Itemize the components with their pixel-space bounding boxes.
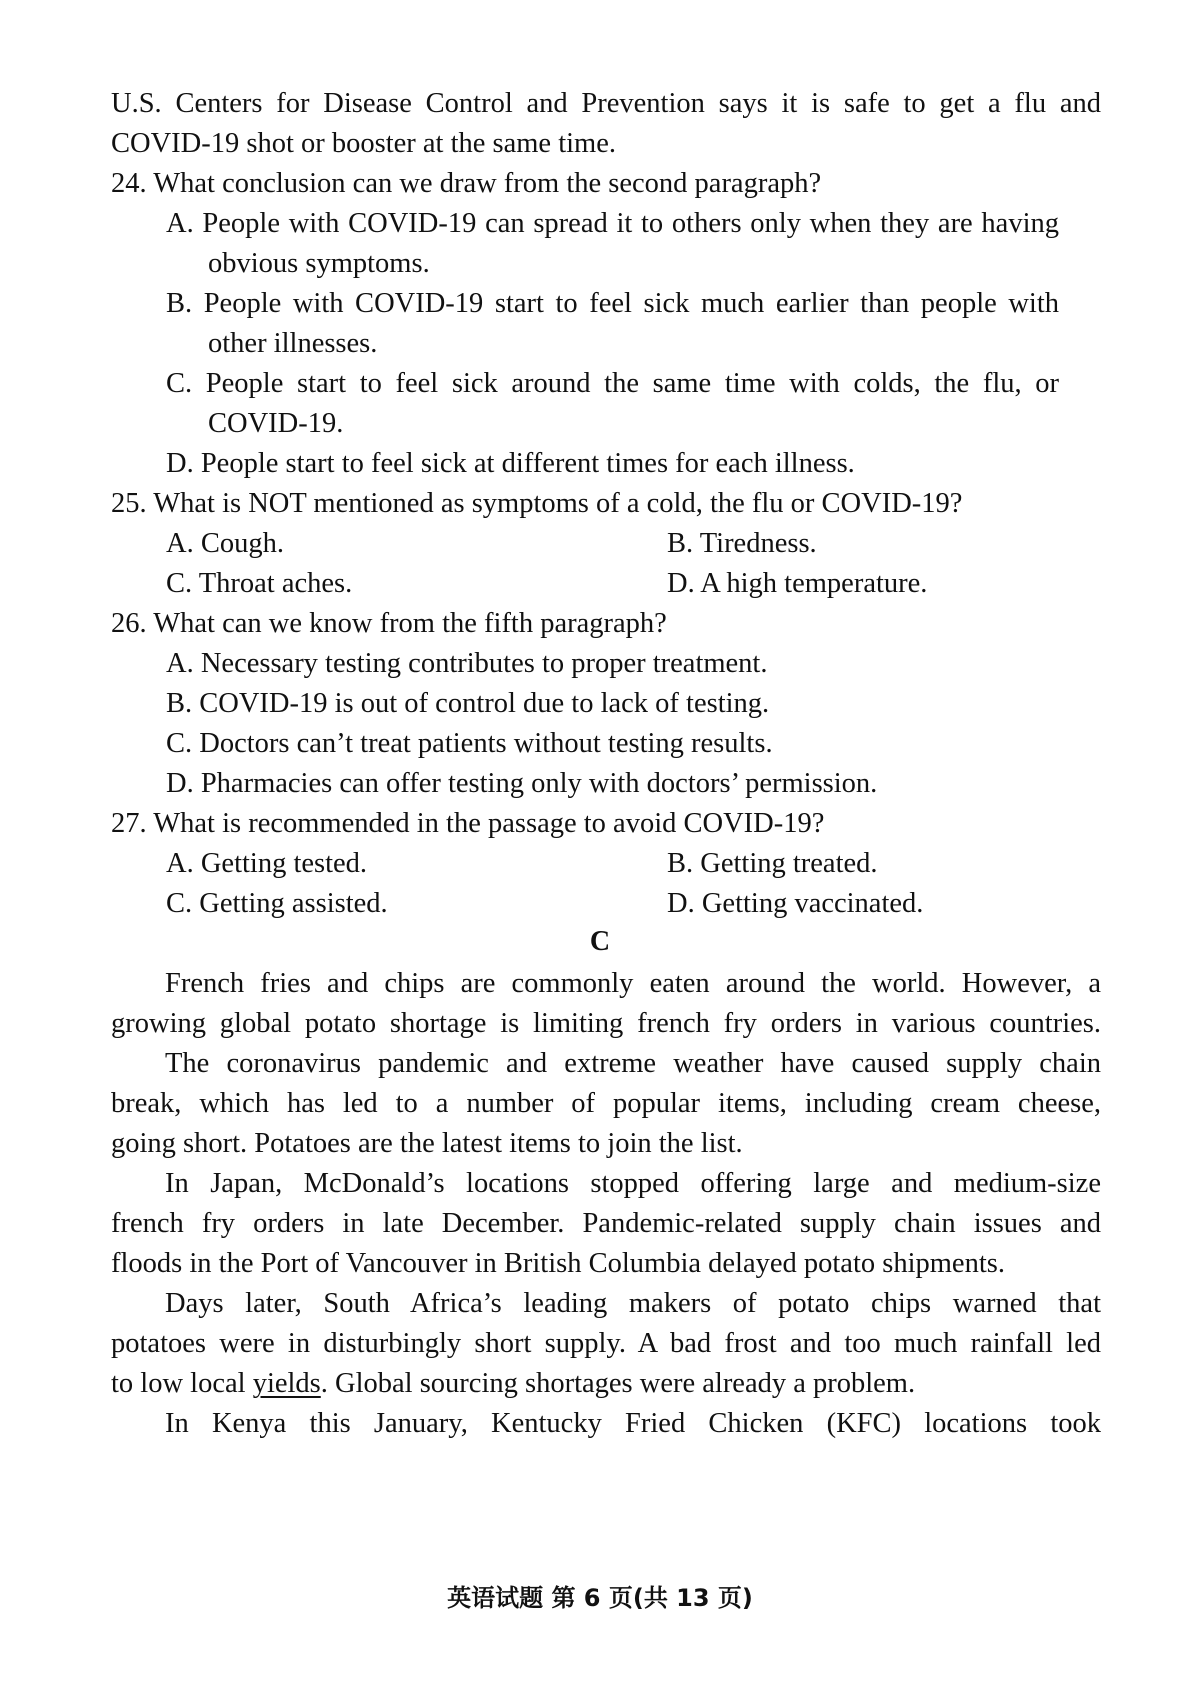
passage-line: The coronavirus pandemic and extreme weather have caused supply chain — [165, 1048, 1101, 1079]
q24-option-d: D. People start to feel sick at different times for each illness. — [166, 448, 855, 479]
question-26-stem: 26. What can we know from the fifth paragraph? — [111, 608, 667, 639]
q24-option-c-cont: COVID-19. — [208, 408, 344, 439]
passage-line: potatoes were in disturbingly short supply. A bad frost and too much rainfall led — [111, 1328, 1101, 1359]
passage-line: French fries and chips are commonly eaten around the world. However, a — [165, 968, 1101, 999]
passage-text: . Global sourcing shortages were already a problem. — [320, 1368, 916, 1399]
q24-option-c: C. People start to feel sick around the same time with colds, the flu, or — [166, 368, 1059, 399]
q26-option-c: C. Doctors can’t treat patients without testing results. — [166, 728, 773, 759]
q27-option-d: D. Getting vaccinated. — [667, 888, 924, 919]
q24-option-b: B. People with COVID-19 start to feel sick much earlier than people with — [166, 288, 1059, 319]
q27-option-a: A. Getting tested. — [166, 848, 368, 879]
q26-option-d: D. Pharmacies can offer testing only with doctors’ permission. — [166, 768, 878, 799]
q27-option-c: C. Getting assisted. — [166, 888, 388, 919]
q25-option-a: A. Cough. — [166, 528, 284, 559]
q25-option-d: D. A high temperature. — [667, 568, 928, 599]
q24-option-b-cont: other illnesses. — [208, 328, 378, 359]
q25-option-c: C. Throat aches. — [166, 568, 353, 599]
passage-line: In Japan, McDonald’s locations stopped offering large and medium-size — [165, 1168, 1101, 1199]
question-25-stem: 25. What is NOT mentioned as symptoms of a cold, the flu or COVID-19? — [111, 488, 963, 519]
question-27-stem: 27. What is recommended in the passage to avoid COVID-19? — [111, 808, 825, 839]
passage-line: growing global potato shortage is limiting french fry orders in various countries. — [111, 1008, 1101, 1039]
passage-line: In Kenya this January, Kentucky Fried Chicken (KFC) locations took — [165, 1408, 1101, 1439]
page-footer: 英语试题 第 6 页(共 13 页) — [447, 1584, 753, 1612]
q24-option-a: A. People with COVID-19 can spread it to others only when they are having — [166, 208, 1059, 239]
passage-text: to low local — [111, 1368, 253, 1399]
q26-option-a: A. Necessary testing contributes to proper treatment. — [166, 648, 768, 679]
q24-option-a-cont: obvious symptoms. — [208, 248, 430, 279]
intro-line: COVID-19 shot or booster at the same time. — [111, 128, 616, 159]
passage-line: french fry orders in late December. Pandemic-related supply chain issues and — [111, 1208, 1101, 1239]
passage-line: going short. Potatoes are the latest items to join the list. — [111, 1128, 743, 1159]
passage-line — [111, 1364, 915, 1404]
underlined-word-yields: yields — [252, 1368, 321, 1399]
intro-line: U.S. Centers for Disease Control and Prevention says it is safe to get a flu and — [111, 88, 1101, 119]
q25-option-b: B. Tiredness. — [667, 528, 817, 559]
q26-option-b: B. COVID-19 is out of control due to lack of testing. — [166, 688, 770, 719]
passage-line: Days later, South Africa’s leading makers of potato chips warned that — [165, 1288, 1101, 1319]
passage-line: break, which has led to a number of popular items, including cream cheese, — [111, 1088, 1101, 1119]
section-heading: C — [589, 926, 611, 957]
q27-option-b: B. Getting treated. — [667, 848, 878, 879]
passage-line: floods in the Port of Vancouver in British Columbia delayed potato shipments. — [111, 1248, 1005, 1279]
question-24-stem: 24. What conclusion can we draw from the second paragraph? — [111, 168, 822, 199]
